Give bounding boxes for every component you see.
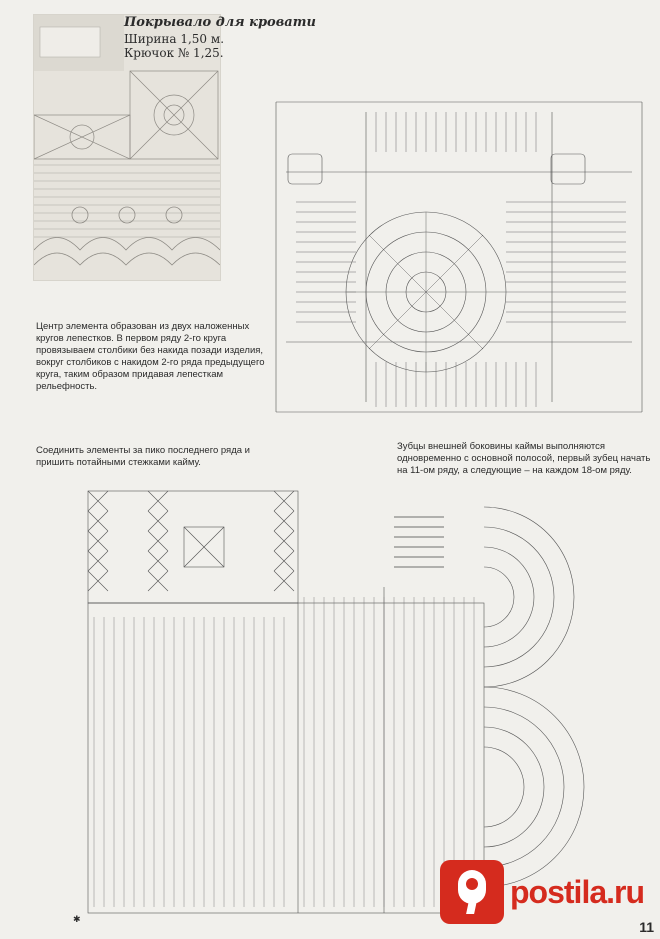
motif-grid-lines <box>276 102 642 412</box>
border-teeth-instructions: Зубцы внешней боковины каймы выполняются одновременно с основной полосой, первый зубец начать на 11-ом ряду, а следующие – на каждом 18-ом ряду. <box>397 441 651 476</box>
page-number: 11 <box>639 919 654 935</box>
hook-spec: Крючок № 1,25. <box>124 46 224 60</box>
square-motif-chart <box>266 92 652 422</box>
width-spec: Ширина 1,50 м. <box>124 32 225 46</box>
watermark-text: postila.ru <box>510 873 645 910</box>
postila-pin-icon <box>440 860 504 924</box>
corner-mark: ✱ <box>73 915 81 925</box>
center-element-instructions: Центр элемента образован из двух наложенных кругов лепестков. В первом ряду 2-го круга провязываем столбики без накида позади изделия, вокруг столбиков с накидом 2-го ряда предыдущего круга, таким образом придавая лепесткам рельефность. <box>36 321 265 392</box>
heading <box>124 16 354 60</box>
page-title: Покрывало для кровати <box>124 15 316 30</box>
joining-instructions: Соединить элементы за пико последнего ряда и пришить потайными стежками кайму. <box>36 445 250 468</box>
watermark <box>440 860 644 924</box>
border-chart <box>84 487 604 919</box>
